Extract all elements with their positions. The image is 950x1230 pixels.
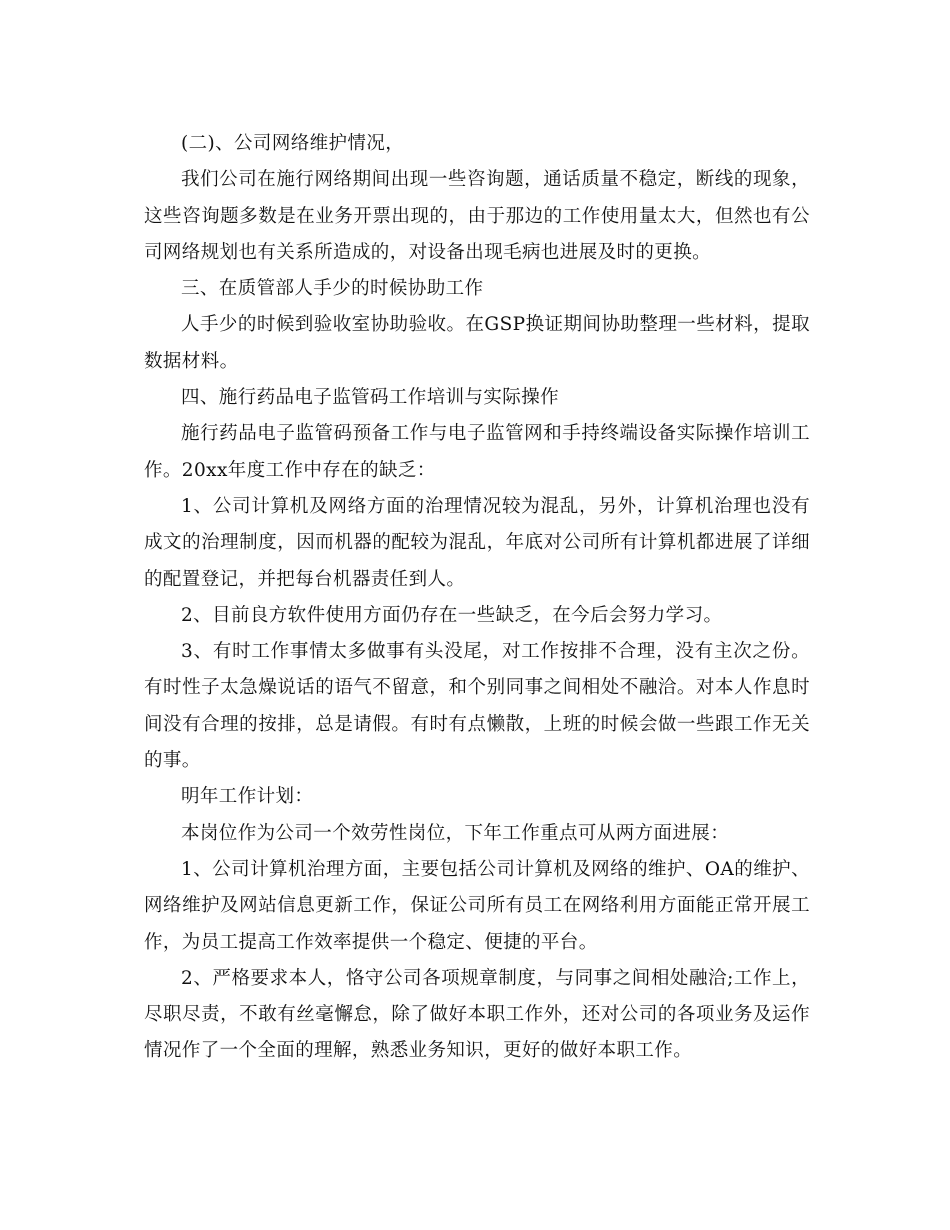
paragraph-drug-code-training: 施行药品电子监管码预备工作与电子监管网和手持终端设备实际操作培训工作。20xx年度工作中存在的缺乏：: [144, 423, 810, 481]
paragraph-quality-assist: 人手少的时候到验收室协助验收。在GSP换证期间协助整理一些材料，提取数据材料。: [144, 314, 810, 372]
section-heading-network-maintenance: (二)、公司网络维护情况，: [181, 133, 405, 154]
paragraph-plan-1: 1、公司计算机治理方面，主要包括公司计算机及网络的维护、OA的维护、网络维护及网站信息更新工作，保证公司所有员工在网络利用方面能正常开展工作，为员工提高工作效率提供一个稳定、便捷的平台。: [144, 858, 810, 953]
paragraph-plan-intro: 本岗位作为公司一个效劳性岗位，下年工作重点可从两方面进展：: [181, 822, 730, 844]
section-heading-quality-assist: 三、在质管部人手少的时候协助工作: [181, 278, 484, 300]
paragraph-shortcoming-2: 2、目前良方软件使用方面仍存在一些缺乏，在今后会努力学习。: [181, 604, 723, 626]
paragraph-network-issues: 我们公司在施行网络期间出现一些咨询题，通话质量不稳定，断线的现象，这些咨询题多数是在业务开票出现的，由于那边的工作使用量太大，但然也有公司网络规划也有关系所造成的，对设备出现毛病也进展及时的更换。: [144, 169, 810, 263]
section-heading-next-year-plan: 明年工作计划：: [181, 786, 314, 808]
section-heading-drug-code-training: 四、施行药品电子监管码工作培训与实际操作: [181, 387, 560, 409]
document-body: [144, 126, 810, 1070]
paragraph-shortcoming-3: 3、有时工作事情太多做事有头没尾，对工作按排不合理，没有主次之份。有时性子太急燥说话的语气不留意，和个别同事之间相处不融洽。对本人作息时间没有合理的按排，总是请假。有时有点懒散，上班的时候会做一些跟工作无关的事。: [144, 641, 810, 772]
paragraph-plan-2: 2、严格要求本人，恪守公司各项规章制度，与同事之间相处融洽;工作上，尽职尽责，不敢有丝毫懈怠，除了做好本职工作外，还对公司的各项业务及运作情况作了一个全面的理解，熟悉业务知识，更好的做好本职工作。: [144, 967, 810, 1062]
paragraph-shortcoming-1: 1、公司计算机及网络方面的治理情况较为混乱，另外，计算机治理也没有成文的治理制度，因而机器的配较为混乱，年底对公司所有计算机都进展了详细的配置登记，并把每台机器责任到人。: [144, 495, 810, 590]
